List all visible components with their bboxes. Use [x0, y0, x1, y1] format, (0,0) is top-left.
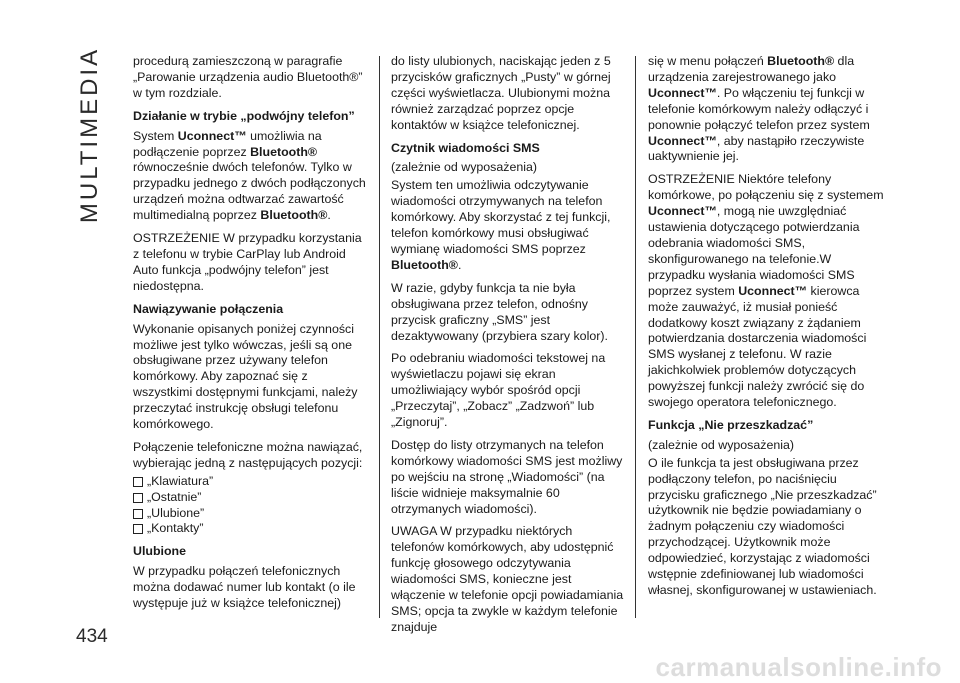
checkbox-icon — [133, 477, 143, 487]
column-divider — [379, 56, 380, 618]
options-list — [133, 474, 369, 538]
heading-sms-reader: Czytnik wiadomości SMS — [391, 140, 540, 155]
paragraph: System ten umożliwia odczytywanie wiadomości otrzymywanych na telefon komórkowy. Aby skorzystać z tej funkcji, telefon komórkowy musi obsługiwać wymianę wiadomości SMS poprzez Bluetooth®. — [391, 178, 611, 272]
paragraph: Połączenie telefoniczne można nawiązać, wybierając jedną z następujących pozycji: — [133, 439, 363, 470]
paragraph-dual-phone: System Uconnect™ umożliwia na podłączenie poprzez Bluetooth® równocześnie dwóch telefonów. Tylko w przypadku jednego z dwóch podłączonych urządzeń można odtwarzać zawartość multimedialną poprzez Bluetooth®. — [133, 128, 366, 223]
warning-paragraph: OSTRZEŻENIE Niektóre telefony komórkowe, po połączeniu się z systemem Uconnect™, mogą nie uwzględniać ustawienia dotyczącego potwierdzania odebrania wiadomości SMS, skonfigurowanego na telefonie.W przypadku wysłania wiadomości SMS poprzez system Uconnect™ kierowca może zauważyć, iż musiał ponieść dodatkowy koszt związany z żądaniem potwierdzania dostarczenia wiadomości SMS wysłanej z telefonu. W razie jakichkolwiek problemów dotyczących powyższej funkcji należy zwrócić się do swojego operatora telefonicznego. — [648, 172, 884, 410]
list-item: „Ostatnie” — [133, 490, 369, 506]
checkbox-icon — [133, 524, 143, 534]
paragraph: Po odebraniu wiadomości tekstowej na wyświetlaczu pojawi się ekran umożliwiający wybór spośród opcji „Przeczytaj”, „Zobacz” „Zadzwoń” lub „Zignoruj”. — [391, 351, 606, 430]
column-divider — [635, 56, 636, 618]
section-title — [70, 46, 110, 224]
paragraph: się w menu połączeń Bluetooth® dla urządzenia zarejestrowanego jako Uconnect™. Po włączeniu tej funkcji w telefonie komórkowym należy odłączyć i ponownie połączyć telefon przez system Uconnect™, aby nastąpiło rzeczywiste uaktywnienie jej. — [648, 54, 870, 164]
section-title-text: MULTIMEDIA — [76, 46, 103, 224]
paragraph: do listy ulubionych, naciskając jeden z 5 przycisków graficznych „Pusty” w górnej części wyświetlacza. Ulubionymi można również zarządzać poprzez opcje kontaktów w książce telefonicznej. — [391, 54, 611, 132]
checkbox-icon — [133, 493, 143, 503]
list-item: „Kontakty” — [133, 521, 369, 537]
heading-calls: Nawiązywanie połączenia — [133, 301, 284, 316]
paragraph: procedurą zamieszczoną w paragrafie „Parowanie urządzenia audio Bluetooth®” w tym rozdziale. — [133, 54, 363, 100]
column-3 — [648, 54, 884, 606]
watermark: carmanualsonline.info — [655, 652, 942, 682]
page-number: 434 — [76, 626, 108, 647]
heading-favorites: Ulubione — [133, 544, 186, 559]
list-item: „Ulubione” — [133, 506, 369, 522]
heading-dual-phone: Działanie w trybie „podwójny telefon” — [133, 108, 355, 123]
equipment-note: (zależnie od wyposażenia) — [391, 160, 538, 175]
paragraph: W razie, gdyby funkcja ta nie była obsługiwana przez telefon, odnośny przycisk graficzny „SMS” jest dezaktywowany (przybiera szary kolor). — [391, 280, 608, 343]
paragraph: Wykonanie opisanych poniżej czynności możliwe jest tylko wówczas, jeśli są one obsługiwane przez używany telefon komórkowy. Aby zapoznać się z wszystkimi dostępnymi funkcjami, należy przeczytać instrukcję obsługi telefonu komórkowego. — [133, 321, 358, 432]
list-item: „Klawiatura” — [133, 474, 369, 490]
note-paragraph: UWAGA W przypadku niektórych telefonów komórkowych, aby udostępnić funkcję głosowego odczytywania wiadomości SMS, konieczne jest włączenie w telefonie opcji powiadamiania SMS; opcja ta zwykle w każdym telefonie znajduje — [391, 524, 624, 634]
equipment-note: (zależnie od wyposażenia) — [648, 437, 795, 452]
column-1 — [133, 54, 369, 619]
column-2 — [391, 54, 627, 643]
heading-do-not-disturb: Funkcja „Nie przeszkadzać” — [648, 417, 814, 432]
checkbox-icon — [133, 509, 143, 519]
paragraph: W przypadku połączeń telefonicznych można dodawać numer lub kontakt (o ile występuje już w książce telefonicznej) — [133, 564, 356, 611]
warning-carplay: OSTRZEŻENIE W przypadku korzystania z telefonu w trybie CarPlay lub Android Auto funkcja „podwójny telefon” jest niedostępna. — [133, 231, 362, 293]
paragraph: Dostęp do listy otrzymanych na telefon komórkowy wiadomości SMS jest możliwy po wejściu na stronę „Wiadomości” (na liście widnieje maksymalnie 60 otrzymanych wiadomości). — [391, 437, 623, 516]
paragraph: O ile funkcja ta jest obsługiwana przez podłączony telefon, po naciśnięciu przycisku graficznego „Nie przeszkadzać” użytkownik nie będzie powiadamiany o żadnym połączeniu czy wiadomości przychodzącej. Użytkownik może odpowiedzieć, korzystając z wiadomości wstępnie zdefiniowanej lub wiadomości własnej, skonfigurowanej w ustawieniach. — [648, 455, 877, 597]
